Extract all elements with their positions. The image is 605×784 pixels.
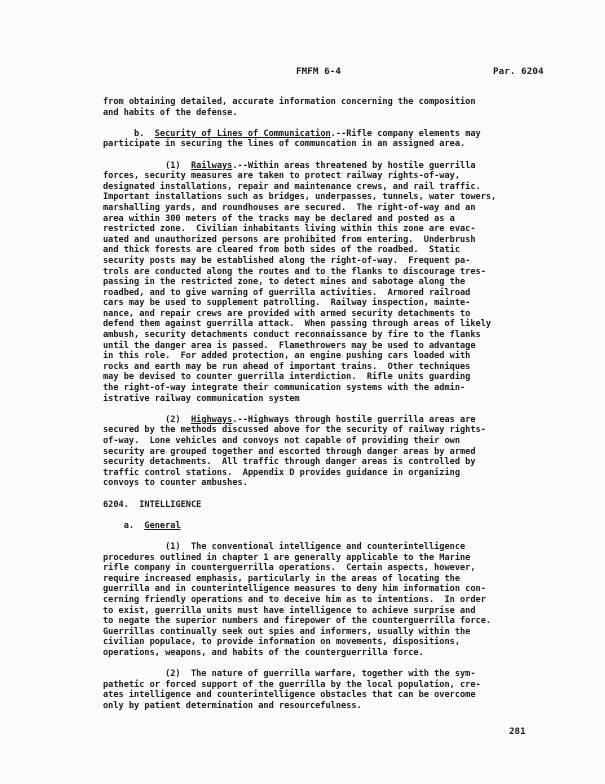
paragraph-header: Par. 6204 bbox=[493, 66, 544, 77]
text-line: participate in securing the lines of communcation in an assigned area. bbox=[103, 139, 466, 150]
text-line: from obtaining detailed, accurate information concerning the composition bbox=[103, 97, 476, 107]
paragraph-b1-railways bbox=[103, 161, 539, 405]
text-line: forces, security measures are taken to protect railway rights-of-way, bbox=[103, 171, 460, 182]
text-line: cerning friendly operations and to deceive him as to intentions. In order bbox=[103, 594, 486, 605]
text-line: rifle company in counterguerrilla operations. Certain aspects, however, bbox=[103, 563, 476, 574]
text-line: (2) The nature of guerrilla warfare, together with the sym- bbox=[103, 669, 476, 680]
text-line: istrative railway communication system bbox=[103, 393, 300, 404]
text-line: civilian populace, to provide information on movements, dispositions, bbox=[103, 637, 460, 648]
text-line: only by patient determination and resourcefulness. bbox=[103, 700, 362, 711]
paragraph-b-title: Security of Lines of Communication bbox=[154, 128, 331, 139]
section-number: 6204. bbox=[103, 499, 129, 510]
text-line: operations, weapons, and habits of the counterguerrilla force. bbox=[103, 647, 424, 658]
text-line: guerrilla and in counterintelligence measures to deny him information con- bbox=[103, 584, 486, 595]
text-line: trols are conducted along the routes and to the flanks to discourage tres- bbox=[103, 266, 486, 277]
paragraph-b2-highways bbox=[103, 415, 539, 489]
text-line: security detachments. All traffic through danger areas is controlled by bbox=[103, 457, 476, 468]
text-line: pathetic or forced support of the guerrilla by the local population, cre- bbox=[103, 679, 481, 690]
publication-header: FMFM 6-4 bbox=[296, 66, 342, 77]
text-line: until the danger area is passed. Flamethrowers may be used to advantage bbox=[103, 340, 476, 351]
text-line: may be devised to counter guerrilla interdiction. Rifle units guarding bbox=[103, 372, 471, 383]
text-line: of-way. Lone vehicles and convoys not capable of providing their own bbox=[103, 436, 460, 446]
text-line: ates intelligence and counterintelligence obstacles that can be overcome bbox=[103, 690, 476, 701]
paragraph-a1 bbox=[103, 542, 539, 659]
text-line: in this role. For added protection, an engine pushing cars loaded with bbox=[103, 351, 471, 362]
railways-title: Railways bbox=[190, 160, 233, 171]
text-line: area within 300 meters of the tracks may be declared and posted as a bbox=[103, 213, 455, 224]
text-line: security posts may be established along the right-of-way. Frequent pa- bbox=[103, 255, 471, 266]
paragraph-a-heading: a. General bbox=[103, 520, 181, 531]
general-title: General bbox=[144, 520, 181, 531]
text-line: cars may be used to supplement patrolling. Railway inspection, mainte- bbox=[103, 298, 471, 309]
text-line: secured by the methods discussed above for the security of railway rights- bbox=[103, 425, 486, 436]
text-line: procedures outlined in chapter 1 are generally applicable to the Marine bbox=[103, 552, 471, 563]
paragraph-a2 bbox=[103, 669, 539, 711]
text-line: rocks and earth may be run ahead of important trains. Other techniques bbox=[103, 361, 471, 372]
text-line: uated and unauthorized persons are prohibited from entering. Underbrush bbox=[103, 234, 476, 245]
text-line: ambush, security detachments conduct reconnaissance by fire to the flanks bbox=[103, 330, 481, 341]
section-heading bbox=[103, 500, 539, 511]
text-line: Important installations such as bridges, underpasses, tunnels, water towers, bbox=[103, 192, 497, 203]
text-line: require increased emphasis, particularly in the areas of locating the bbox=[103, 573, 460, 584]
text-line: designated installations, repair and maintenance crews, and rail traffic. bbox=[103, 181, 481, 192]
document-body bbox=[103, 97, 539, 711]
text-line: security are grouped together and escorted through danger areas by armed bbox=[103, 446, 476, 457]
text-line: convoys to counter ambushes. bbox=[103, 478, 248, 489]
section-title: INTELLIGENCE bbox=[139, 499, 202, 510]
text-line: Guerrillas continually seek out spies and informers, usually within the bbox=[103, 626, 471, 637]
text-line: defend them against guerrilla attack. When passing through areas of likely bbox=[103, 319, 492, 330]
highways-title: Highways bbox=[190, 414, 233, 425]
text-line: (1) The conventional intelligence and counterintelligence bbox=[103, 541, 466, 552]
text-line: roadbed, and to give warning of guerrilla activities. Armored railroad bbox=[103, 287, 471, 298]
text-line: marshalling yards, and roundhouses are secured. The right-of-way and an bbox=[103, 202, 476, 213]
text-line: nance, and repair crews are provided with armed security detachments to bbox=[103, 308, 471, 319]
paragraph-b-heading-line: b. Security of Lines of Communication.--Rifle company elements may bbox=[103, 128, 481, 139]
text-line: to negate the superior numbers and firepower of the counterguerrilla force. bbox=[103, 616, 492, 627]
text-line: and thick forests are cleared from both sides of the roadbed. Static bbox=[103, 245, 460, 256]
paragraph-b2-heading-line: (2) Highways.--Highways through hostile guerrilla areas are bbox=[103, 414, 476, 425]
text-line: and habits of the defense. bbox=[103, 107, 238, 118]
text-line: the right-of-way integrate their communication systems with the admin- bbox=[103, 383, 466, 394]
paragraph-b1-heading-line: (1) Railways.--Within areas threatened by hostile guerrilla bbox=[103, 160, 476, 171]
paragraph-b bbox=[103, 129, 539, 150]
page-number: 281 bbox=[509, 726, 526, 737]
text-line: to exist, guerrilla units must have intelligence to achieve surprise and bbox=[103, 605, 476, 616]
text-line: passing in the restricted zone, to detect mines and sabotage along the bbox=[103, 277, 466, 288]
text-line: restricted zone. Civilian inhabitants living within this zone are evac- bbox=[103, 224, 476, 235]
continuation-paragraph bbox=[103, 97, 539, 118]
text-line: traffic control stations. Appendix D provides guidance in organizing bbox=[103, 467, 460, 478]
